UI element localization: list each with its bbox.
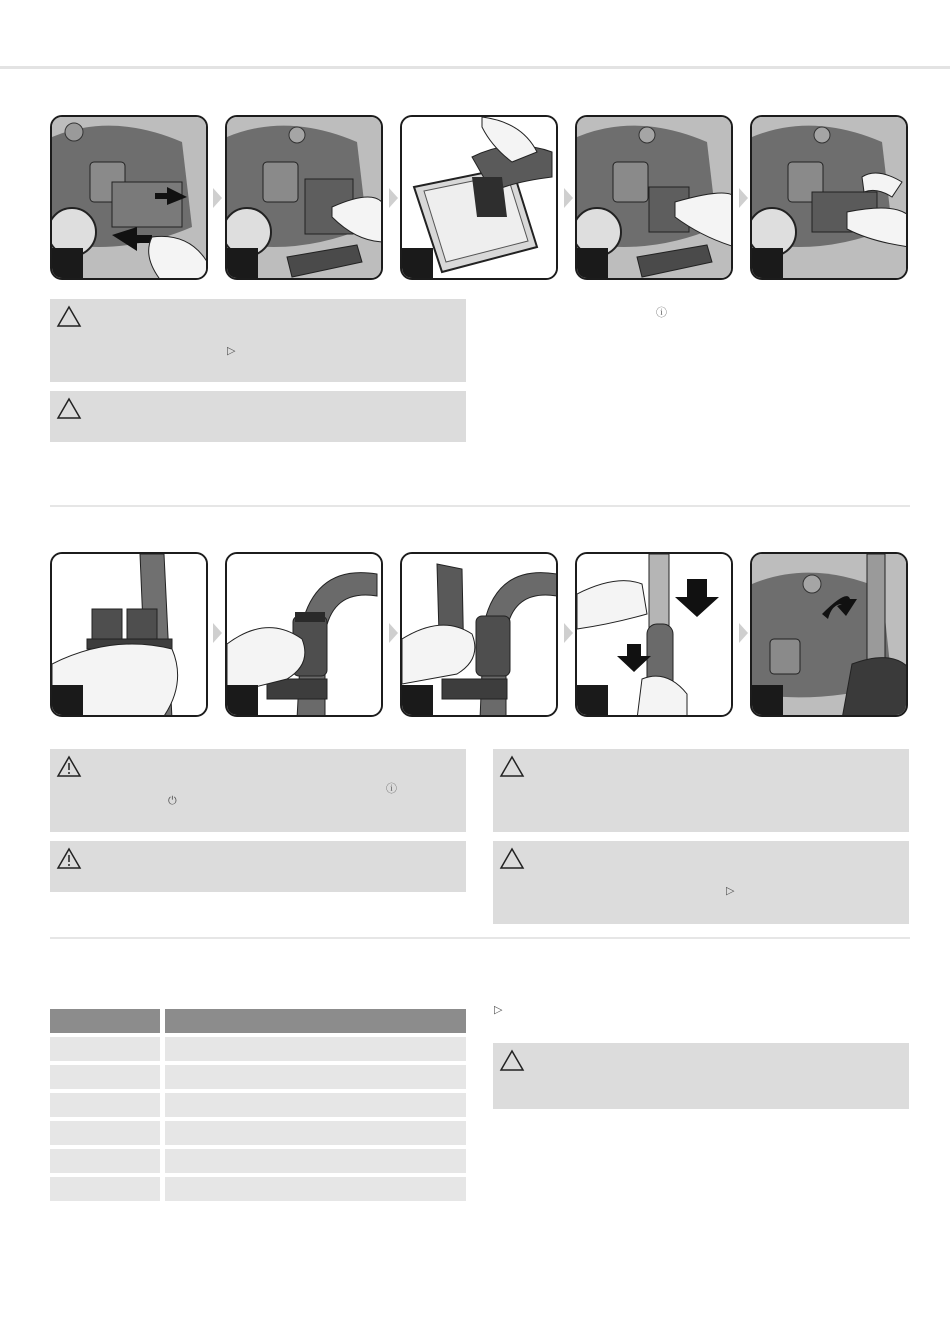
illustration-b3 (400, 552, 558, 717)
warning-box (493, 841, 909, 924)
table-cell (50, 1037, 165, 1061)
table-cell (50, 1121, 165, 1145)
play-triangle-icon: ▷ (494, 1004, 503, 1016)
step-badge (575, 685, 608, 717)
table-header-cell (50, 1009, 165, 1033)
warning-triangle-icon (499, 1049, 525, 1073)
step-badge (400, 685, 433, 717)
table-row (50, 1121, 466, 1145)
illustration-a4 (575, 115, 733, 280)
illustration-b1 (50, 552, 208, 717)
table-row (50, 1037, 466, 1061)
table-cell (165, 1177, 466, 1201)
step-badge (225, 685, 258, 717)
warning-triangle-icon (56, 305, 82, 329)
step-badge (575, 248, 608, 280)
step-badge (50, 685, 83, 717)
specification-table (50, 1005, 466, 1205)
step-arrow (213, 623, 222, 643)
table-cell (165, 1149, 466, 1173)
table-cell (165, 1037, 466, 1061)
table-cell (50, 1177, 165, 1201)
step-badge (750, 248, 783, 280)
table-cell (50, 1149, 165, 1173)
table-cell (165, 1121, 466, 1145)
table-cell (165, 1065, 466, 1089)
table-cell (50, 1065, 165, 1089)
step-badge (400, 248, 433, 280)
warning-triangle-icon (499, 847, 525, 871)
step-arrow (213, 188, 222, 208)
table-header-row (50, 1009, 466, 1033)
table-header-cell (165, 1009, 466, 1033)
table-cell (50, 1093, 165, 1117)
step-arrow (739, 623, 748, 643)
illustration-a3 (400, 115, 558, 280)
step-badge (750, 685, 783, 717)
illustration-a5 (750, 115, 908, 280)
illustration-b4 (575, 552, 733, 717)
warning-box (50, 841, 466, 892)
warning-triangle-icon (56, 755, 82, 779)
table-row (50, 1177, 466, 1201)
step-arrow (739, 188, 748, 208)
table-row (50, 1149, 466, 1173)
top-rule (0, 66, 950, 69)
warning-triangle-icon (56, 847, 82, 871)
section-divider (50, 937, 910, 939)
warning-triangle-icon (499, 755, 525, 779)
table-cell (165, 1093, 466, 1117)
warning-box (493, 1043, 909, 1109)
warning-box (50, 299, 466, 382)
warning-box (50, 749, 466, 832)
illustration-a1 (50, 115, 208, 280)
step-arrow (564, 623, 573, 643)
warning-triangle-icon (56, 397, 82, 421)
step-badge (50, 248, 83, 280)
power-circle-icon: ⏻ (168, 795, 177, 807)
illustration-b2 (225, 552, 383, 717)
play-triangle-icon: ▷ (726, 885, 735, 897)
step-arrow (564, 188, 573, 208)
table-row (50, 1093, 466, 1117)
illustration-b5 (750, 552, 908, 717)
step-badge (225, 248, 258, 280)
info-circle-icon: ⓘ (656, 307, 667, 319)
info-circle-icon: ⓘ (386, 783, 397, 795)
step-arrow (389, 188, 398, 208)
warning-box (50, 391, 466, 442)
table-row (50, 1065, 466, 1089)
step-arrow (389, 623, 398, 643)
play-triangle-icon: ▷ (227, 345, 236, 357)
illustration-a2 (225, 115, 383, 280)
warning-box (493, 749, 909, 832)
section-divider (50, 505, 910, 507)
